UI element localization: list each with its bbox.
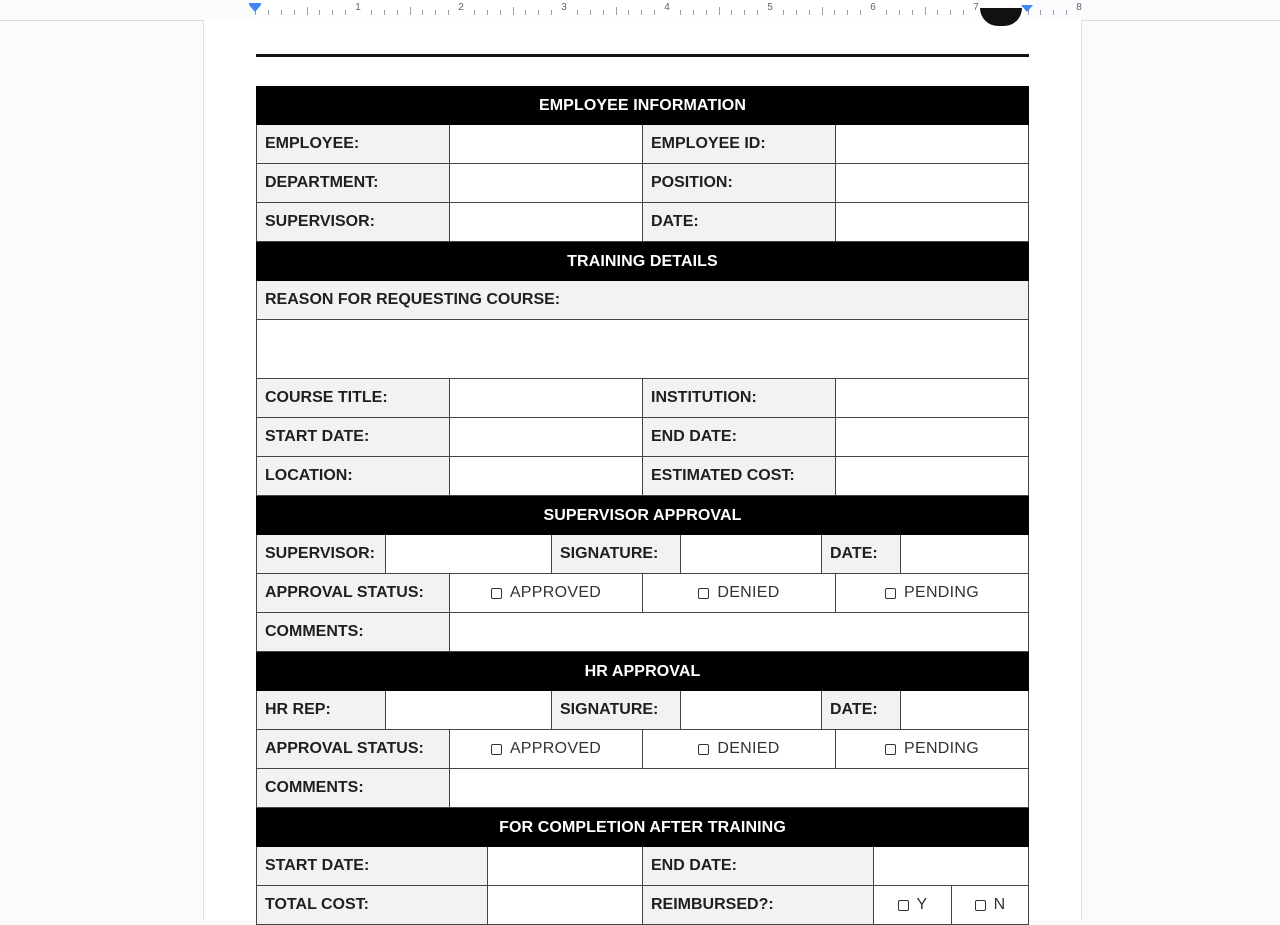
- ruler-tick: [513, 7, 514, 15]
- ruler-number: 5: [767, 2, 773, 13]
- ruler-number: 3: [561, 2, 567, 13]
- ruler-number: 7: [973, 2, 979, 13]
- position-field[interactable]: [836, 164, 1029, 203]
- ruler-tick: [1066, 10, 1067, 15]
- document-page[interactable]: [203, 20, 1082, 920]
- ruler-tick: [307, 7, 308, 15]
- checkbox-icon[interactable]: [698, 588, 709, 599]
- ruler-number: 6: [870, 2, 876, 13]
- table-row: [256, 203, 1029, 242]
- ruler-tick: [551, 10, 552, 15]
- ruler-tick: [912, 10, 913, 15]
- section-header-supervisor-approval: SUPERVISOR APPROVAL: [256, 496, 1029, 535]
- position-label: POSITION:: [643, 164, 836, 203]
- end-date-label: END DATE:: [643, 847, 874, 886]
- approved-checkbox[interactable]: [450, 730, 643, 769]
- left-indent-marker[interactable]: [249, 5, 261, 12]
- ruler-tick: [731, 10, 732, 15]
- completion-start-date-field[interactable]: [488, 847, 643, 886]
- ruler-tick: [603, 10, 604, 15]
- ruler-tick: [886, 10, 887, 15]
- checkbox-icon[interactable]: [698, 744, 709, 755]
- table-row: [256, 613, 1029, 652]
- ruler-tick: [744, 10, 745, 15]
- yes-label: Y: [916, 896, 928, 913]
- ruler-tick: [641, 10, 642, 15]
- completion-end-date-field[interactable]: [874, 847, 1029, 886]
- reason-label: REASON FOR REQUESTING COURSE:: [257, 281, 1029, 320]
- employee-id-field[interactable]: [836, 125, 1029, 164]
- ruler-tick: [422, 10, 423, 15]
- supervisor-name-field[interactable]: [386, 535, 552, 574]
- approval-status-label: APPROVAL STATUS:: [257, 730, 450, 769]
- horizontal-ruler[interactable]: [0, 0, 1280, 21]
- ruler-tick: [616, 7, 617, 15]
- section-header-training-details: TRAINING DETAILS: [256, 242, 1029, 281]
- logo-image: [980, 8, 1022, 26]
- ruler-tick: [500, 10, 501, 15]
- ruler-tick: [899, 10, 900, 15]
- ruler-tick: [410, 7, 411, 15]
- end-date-label: END DATE:: [643, 418, 836, 457]
- estimated-cost-label: ESTIMATED COST:: [643, 457, 836, 496]
- ruler-number: 1: [355, 2, 361, 13]
- checkbox-icon[interactable]: [885, 588, 896, 599]
- institution-field[interactable]: [836, 379, 1029, 418]
- ruler-tick: [628, 10, 629, 15]
- total-cost-label: TOTAL COST:: [257, 886, 488, 925]
- ruler-tick: [950, 10, 951, 15]
- ruler-tick: [706, 10, 707, 15]
- supervisor-label: SUPERVISOR:: [257, 203, 450, 242]
- table-row: [256, 457, 1029, 496]
- date-label: DATE:: [822, 535, 901, 574]
- ruler-tick: [332, 10, 333, 15]
- pending-checkbox[interactable]: [836, 730, 1029, 769]
- table-row: [256, 730, 1029, 769]
- ruler-tick: [1053, 10, 1054, 15]
- approved-label: APPROVED: [509, 740, 602, 757]
- checkbox-icon[interactable]: [898, 900, 909, 911]
- ruler-number: 8: [1076, 2, 1082, 13]
- reason-field[interactable]: [257, 320, 1029, 379]
- pending-checkbox[interactable]: [836, 574, 1029, 613]
- ruler-tick: [590, 10, 591, 15]
- hr-signature-field[interactable]: [681, 691, 822, 730]
- hr-rep-label: HR REP:: [257, 691, 386, 730]
- ruler-tick: [577, 10, 578, 15]
- reimbursed-label: REIMBURSED?:: [643, 886, 874, 925]
- ruler-tick: [654, 10, 655, 15]
- course-title-field[interactable]: [450, 379, 643, 418]
- checkbox-icon[interactable]: [491, 744, 502, 755]
- table-row: [256, 535, 1029, 574]
- ruler-tick: [757, 10, 758, 15]
- table-row: [256, 847, 1029, 886]
- table-row: [256, 574, 1029, 613]
- employee-id-label: EMPLOYEE ID:: [643, 125, 836, 164]
- department-label: DEPARTMENT:: [257, 164, 450, 203]
- ruler-tick: [268, 10, 269, 15]
- start-date-field[interactable]: [450, 418, 643, 457]
- table-row: [256, 691, 1029, 730]
- ruler-tick: [525, 10, 526, 15]
- denied-checkbox[interactable]: [643, 574, 836, 613]
- hr-date-field[interactable]: [901, 691, 1029, 730]
- ruler-tick: [925, 7, 926, 15]
- ruler-tick: [719, 7, 720, 15]
- table-row: [256, 320, 1029, 379]
- ruler-tick: [345, 10, 346, 15]
- pending-label: PENDING: [904, 740, 979, 757]
- section-header-employee-info: EMPLOYEE INFORMATION: [256, 86, 1029, 125]
- supervisor-date-field[interactable]: [901, 535, 1029, 574]
- supervisor-label: SUPERVISOR:: [257, 535, 386, 574]
- ruler-tick: [474, 10, 475, 15]
- total-cost-field[interactable]: [488, 886, 643, 925]
- reimbursed-no-checkbox[interactable]: [952, 886, 1029, 925]
- ruler-tick: [319, 10, 320, 15]
- table-row: [256, 769, 1029, 808]
- ruler-number: 2: [458, 2, 464, 13]
- table-row: [256, 281, 1029, 320]
- table-row: [256, 886, 1029, 925]
- signature-label: SIGNATURE:: [552, 535, 681, 574]
- ruler-tick: [963, 10, 964, 15]
- ruler-tick: [847, 10, 848, 15]
- ruler-tick: [371, 10, 372, 15]
- ruler-tick: [680, 10, 681, 15]
- hr-comments-field[interactable]: [450, 769, 1029, 808]
- ruler-tick: [860, 10, 861, 15]
- no-label: N: [993, 896, 1006, 913]
- supervisor-field[interactable]: [450, 203, 643, 242]
- location-label: LOCATION:: [257, 457, 450, 496]
- ruler-tick: [487, 10, 488, 15]
- course-title-label: COURSE TITLE:: [257, 379, 450, 418]
- ruler-tick: [384, 10, 385, 15]
- header-rule: [256, 54, 1029, 57]
- section-header-completion: FOR COMPLETION AFTER TRAINING: [256, 808, 1029, 847]
- signature-label: SIGNATURE:: [552, 691, 681, 730]
- supervisor-comments-field[interactable]: [450, 613, 1029, 652]
- hr-rep-field[interactable]: [386, 691, 552, 730]
- ruler-tick: [796, 10, 797, 15]
- denied-label: DENIED: [717, 740, 780, 757]
- section-header-hr-approval: HR APPROVAL: [256, 652, 1029, 691]
- reimbursed-yes-checkbox[interactable]: [874, 886, 952, 925]
- date-field[interactable]: [836, 203, 1029, 242]
- training-request-form: [256, 86, 1029, 925]
- approved-label: APPROVED: [509, 584, 602, 601]
- department-field[interactable]: [450, 164, 643, 203]
- ruler-tick: [435, 10, 436, 15]
- comments-label: COMMENTS:: [257, 613, 450, 652]
- location-field[interactable]: [450, 457, 643, 496]
- ruler-tick: [783, 10, 784, 15]
- supervisor-signature-field[interactable]: [681, 535, 822, 574]
- pending-label: PENDING: [904, 584, 979, 601]
- start-date-label: START DATE:: [257, 847, 488, 886]
- ruler-tick: [822, 7, 823, 15]
- ruler-tick: [809, 10, 810, 15]
- ruler-number: 4: [664, 2, 670, 13]
- ruler-tick: [397, 10, 398, 15]
- table-row: [256, 164, 1029, 203]
- ruler-tick: [281, 10, 282, 15]
- comments-label: COMMENTS:: [257, 769, 450, 808]
- ruler-tick: [937, 10, 938, 15]
- checkbox-icon[interactable]: [885, 744, 896, 755]
- ruler-tick: [294, 10, 295, 15]
- table-row: [256, 379, 1029, 418]
- employee-field[interactable]: [450, 125, 643, 164]
- checkbox-icon[interactable]: [975, 900, 986, 911]
- start-date-label: START DATE:: [257, 418, 450, 457]
- ruler-tick: [1040, 10, 1041, 15]
- ruler-tick: [834, 10, 835, 15]
- estimated-cost-field[interactable]: [836, 457, 1029, 496]
- end-date-field[interactable]: [836, 418, 1029, 457]
- table-row: [256, 418, 1029, 457]
- approval-status-label: APPROVAL STATUS:: [257, 574, 450, 613]
- date-label: DATE:: [822, 691, 901, 730]
- ruler-tick: [448, 10, 449, 15]
- table-row: [256, 125, 1029, 164]
- denied-checkbox[interactable]: [643, 730, 836, 769]
- checkbox-icon[interactable]: [491, 588, 502, 599]
- ruler-tick: [693, 10, 694, 15]
- institution-label: INSTITUTION:: [643, 379, 836, 418]
- employee-label: EMPLOYEE:: [257, 125, 450, 164]
- ruler-tick: [538, 10, 539, 15]
- right-indent-marker[interactable]: [1021, 5, 1033, 12]
- date-label: DATE:: [643, 203, 836, 242]
- approved-checkbox[interactable]: [450, 574, 643, 613]
- denied-label: DENIED: [717, 584, 780, 601]
